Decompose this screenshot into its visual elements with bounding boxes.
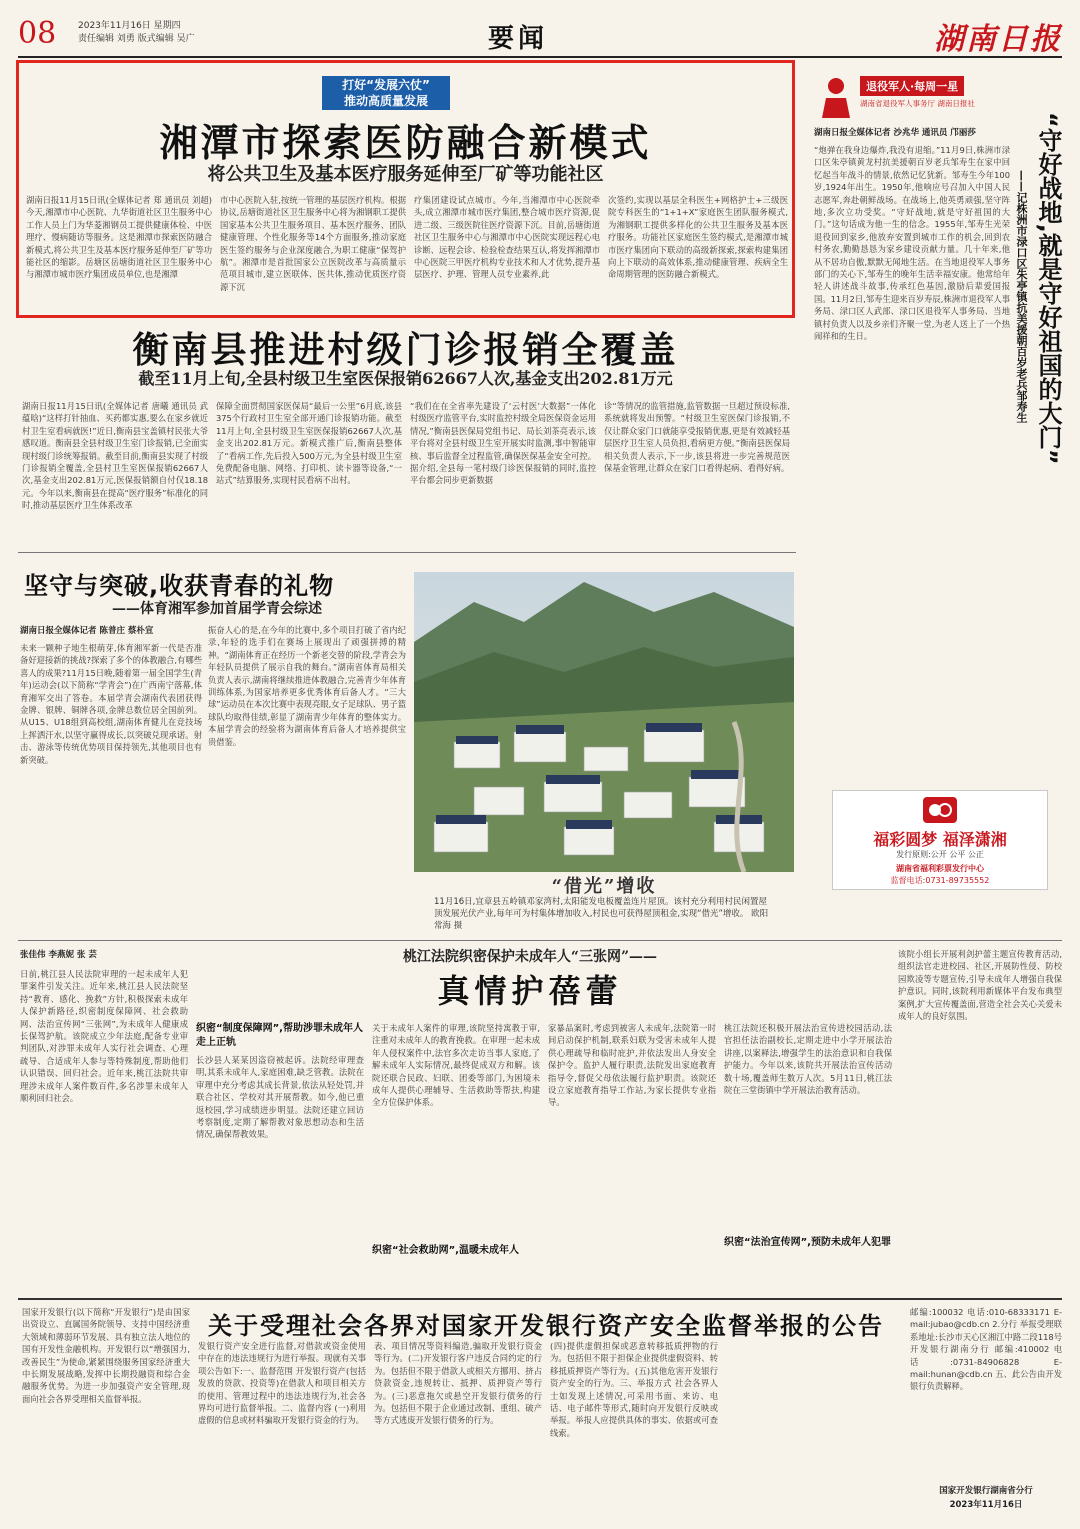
masthead bbox=[18, 14, 1062, 58]
article5-signature: 国家开发银行湖南省分行 bbox=[939, 1486, 1033, 1496]
article5-col2: 发银行资产安全进行监督,对借款或资金使用中存在的违法违规行为进行举报。现就有关事项公告如下:一、监督范围 开发银行资产(包括发放的贷款、投资等)在借款人和项目相关方的使用、管理过程中的违法违规行为,社会各界均可进行监督举报。二、监督内容 (一)利用虚假的信息或材料骗取开发银行资金的行为。 bbox=[198, 1341, 366, 1426]
article2-col3: “我们在在全省率先建设了‘云村医’大数据”一体化村级医疗监管平台,实时监控村级全局医保资金运用情况,”衡南县医保局党组书记、局长刘茶亮表示,该平台将对全县村级卫生室开展实时监测,事中智能审核、事后监督全过程监管,确保医保基金安全可控。据介绍,全县每一笔村级门诊医保报销的同时,监控平台都会同步更新数据 bbox=[410, 401, 596, 486]
editors: 责任编辑 刘勇 版式编辑 吴广 bbox=[78, 34, 195, 44]
article4-byline: 张佳伟 李燕妮 张 芸 bbox=[20, 950, 97, 960]
right-subtitle: ——记株洲市渌口区朱亭镇抗美援朝百岁老兵邹寿生 bbox=[1015, 170, 1028, 423]
lottery-logo-icon bbox=[923, 797, 957, 823]
divider bbox=[18, 552, 796, 553]
article4-col2: 长沙县人某某因盗窃被起诉。法院经审理查明,其系未成年人,家庭困难,缺乏管教。法院在审理中充分考虑其成长背景,依法从轻处罚,并联合社区、学校对其开展帮教。如今,他已重返校园,学习成绩进步明显。法院还建立回访考察制度,定期了解帮教对象思想动态和生活情况,确保帮教效果。 bbox=[196, 1055, 364, 1140]
photo-caption-text: 11月16日,宜章县五岭镇邓家湾村,太阳能发电板覆盖连片屋顶。该村充分利用村民闲置屋顶发展光伏产业,每年可为村集体增加收入,村民也可获得屋顶租金,实现“借光”增收。 bbox=[434, 897, 768, 919]
article2-col1: 湖南日报11月15日讯(全媒体记者 唐曦 通讯员 武蕴晗)“这样打针抽血、买药都实惠,要么在家乡就近村卫生室看病就医!”近日,衡南县宝盖镇村民张大爷感叹道。衡南县全县村级卫生室门诊报销,已全面实现村级门诊统筹报销。截至目前,衡南县实现了村级门诊报销全覆盖,全县村卫生室医保报销62667人次,基金支出202.81万元,医保报销额自付仅18.18元。今年以来,衡南县在提高“医疗服务”标准化的同时,推动基层医疗卫生体系改革 bbox=[22, 401, 208, 511]
article1-col3: 疗集团建设试点城市。今年,当湘潭市中心医院牵头,成立湘潭市城市医疗集团,整合城市医疗资源,促进二级、三级医院往医疗资源下沉。目前,岳塘街道社区卫生服务中心与湘潭市中心医院实现远程心电诊断、远程会诊、检验检查结果互认,将发挥湘潭市中心医院三甲医疗机构专业技术和人才优势,提升基层医疗、护理、管理人员专业素养,此 bbox=[414, 195, 600, 280]
issue-date: 2023年11月16日 星期四 bbox=[78, 21, 181, 31]
page-number: 08 bbox=[18, 16, 57, 51]
article4-col6: 该院小组长开展利剑护蕾主题宣传教育活动,组织法官走进校园、社区,开展防性侵、防校园欺凌等专题宣传,引导未成年人增强自我保护意识。同时,该院利用新媒体平台发布典型案例,扩大宣传覆盖面,营造全社会关心关爱未成年人的良好氛围。 bbox=[898, 949, 1062, 1022]
village-solar-photo bbox=[414, 572, 794, 892]
photo-credit: 欧阳常海 摄 bbox=[434, 909, 769, 931]
article5-headline: 关于受理社会各界对国家开发银行资产安全监督举报的公告 bbox=[208, 1312, 884, 1340]
divider bbox=[18, 940, 1062, 941]
newspaper-logo: 湖南日报 bbox=[934, 22, 1062, 57]
right-headline: “守好战地,就是守好祖国的大门” bbox=[1034, 112, 1062, 465]
photo-caption bbox=[434, 896, 774, 932]
article2-subtitle: 截至11月上旬,全县村级卫生室医保报销62667人次,基金支出202.81万元 bbox=[138, 369, 673, 388]
article1-kicker: 打好“发展六仗” 推动高质量发展 bbox=[322, 76, 450, 110]
article2-col4: 诊“等情况的监管措施,监管数据一旦超过预设标准,系统就将发出预警。“村级卫生室医保门诊报销,不仅让群众家门口就能享受报销优惠,更是有效减轻基层医疗卫生室人员负担,看病更方便。”衡南县医保局相关负责人表示,下一步,该县将进一步完善规范医保基金管理,让群众在家门口看得起病、看得好病。 bbox=[604, 401, 790, 474]
photo-caption-title: “借光”增收 bbox=[551, 876, 657, 897]
article3-byline: 湖南日报全媒体记者 陈普庄 蔡朴宣 bbox=[20, 626, 154, 636]
article4-headline: 真情护蓓蕾 bbox=[437, 972, 623, 1010]
article3-headline: 坚守与突破,收获青春的礼物 bbox=[24, 572, 335, 600]
article3-col2: 振奋人心的是,在今年的比赛中,多个项目打破了省内纪录,年轻的选手们在赛场上展现出了顽强拼搏的精神。“湖南体育正在经历一个新老交替的阶段,学青会为年轻队员提供了展示自我的舞台。”湖南省体育局相关负责人表示,湖南将继续推进体教融合,完善青少年体育训练体系,为国家培养更多优秀体育后备人才。“三大球”运动员在本次比赛中表现亮眼,女子足球队、男子篮球队均取得佳绩,彰显了湖南青少年体育的整体实力。本届学青会的经验将为湖南体育后备人才培养提供宝贵借鉴。 bbox=[208, 625, 406, 747]
article1-col4: 次签约,实现以基层全科医生+网格护士+三级医院专科医生的“1+1+X”家庭医生团队服务模式,为湘钢职工提供多样化的公共卫生服务及基本医疗服务。功能社区家庭医生签约模式,是湘潭市城市医疗集团向下联动的高级新探索,探索构建集团向上下联动的高效体系,推动健康管理、疾病全生命周期管理的医防融合新模式。 bbox=[608, 195, 788, 280]
photo-illustration bbox=[414, 572, 794, 872]
article4-col3: 关于未成年人案件的审理,该院坚持寓教于审,注重对未成年人的教育挽救。在审理一起未成年人侵权案件中,法官多次走访当事人家庭,了解未成年人实际情况,最终促成双方和解。该院还联合民政、妇联、团委等部门,为困境未成年人提供心理辅导、生活救助等帮扶,构建全方位保护体系。 bbox=[372, 1023, 540, 1108]
article1-col2: 市中心医院入驻,按统一管理的基层医疗机构。根据协议,岳塘街道社区卫生服务中心将为湘钢职工提供国家基本公共卫生服务项目、基本医疗服务、团队健康管理、个性化服务等14个方面服务,推动家庭医生签约服务与企业深度融合,为职工健康“保驾护航”。湘潭市是首批国家公立医院改革与高质量示范项目城市,建立医联体、医共体,推动优质医疗资源下沉 bbox=[220, 195, 406, 292]
right-byline: 湖南日报全媒体记者 沙兆华 通讯员 邝丽莎 bbox=[814, 128, 976, 138]
article3-subtitle: ——体育湘军参加首届学青会综述 bbox=[112, 601, 322, 617]
article1-col1: 湖南日报11月15日讯(全媒体记者 郑 通讯员 刘超)今天,湘潭市中心医院、九华街道社区卫生服务中心工作人员上门为华菱湘钢员工提供健康体检、中医理疗、慢病随访等服务。这是湘潭市探索医防融合新模式,将公共卫生及基本医疗服务延伸至厂矿等功能社区的缩影。岳塘区岳塘街道社区卫生服务中心与湘潭市城市医疗集团成员单位,也是湘潭 bbox=[26, 195, 212, 280]
ad-phone: 监督电话:0731-89735552 bbox=[890, 876, 990, 885]
ad-slogan: 发行原则:公开 公平 公正 bbox=[896, 850, 984, 859]
badge-sub: 湖南省退役军人事务厅 湖南日报社 bbox=[860, 99, 975, 108]
soldier-icon bbox=[816, 74, 856, 118]
article5-col4: (四)提供虚假担保或恶意转移抵质押物的行为。包括但不限于担保企业提供虚假资料、转移抵质押资产等行为。(五)其他危害开发银行资产安全的行为。三、举报方式 社会各界人士如发现上述情况,可采用书面、来访、电话、电子邮件等形式,随时向开发银行反映或举报。举报人应提供具体的事实、依据或可查线索。 bbox=[550, 1341, 718, 1438]
article5-col1: 国家开发银行(以下简称“开发银行”)是由国家出资设立、直属国务院领导、支持中国经济重大领域和薄弱环节发展、具有独立法人地位的国有开发性金融机构。开发银行以“增强国力,改善民生”为使命,紧紧围绕服务国家经济重大中长期发展战略,发挥中长期投融资和综合金融服务优势。为进一步加强资产安全管理,现面向社会各界受理相关监督举报。 bbox=[22, 1307, 190, 1404]
article4-col4: 家暴品案时,考虑到被害人未成年,法院第一时间启动保护机制,联系妇联为受害未成年人提供心理疏导和临时庇护,并依法发出人身安全保护令。监护人履行职责,法院发出家庭教育指导令,督促父母依法履行监护职责。该院还设立家庭教育指导工作站,为家长提供专业指导。 bbox=[548, 1023, 716, 1108]
section-title: 要闻 bbox=[488, 24, 549, 54]
lottery-ad bbox=[832, 790, 1048, 890]
article4-subhead3: 织密“法治宣传网”,预防未成年人犯罪 bbox=[724, 1237, 891, 1248]
date-editors bbox=[78, 20, 228, 46]
article4-subhead1: 织密“制度保障网”,帮助涉罪未成年人走上正轨 bbox=[196, 1023, 363, 1048]
ad-org: 湖南省福利彩票发行中心 bbox=[896, 864, 984, 873]
right-body: “炮弹在我身边爆炸,我没有退缩。”11月9日,株洲市渌口区朱亭镇黄龙村抗美援朝百岁老兵邹寿生在家中回忆起当年战斗的情景,依然记忆犹新。邹寿生今年100岁,1924年出生。1950年,他响应号召加入中国人民志愿军,奔赴朝鲜战场。在战场上,他英勇顽强,坚守阵地,多次立功受奖。“守好战地,就是守好祖国的大门。”这句话成为他一生的信念。1955年,邹寿生光荣退役回到家乡,他放弃安置到城市工作的机会,回到农村务农,勤勤恳恳为家乡建设贡献力量。几十年来,他从不居功自傲,默默无闻地生活。在当地退役军人事务部门的关心下,邹寿生的晚年生活幸福安康。他常给年轻人讲述战斗故事,传承红色基因,激励后辈爱国报国。11月2日,邹寿生迎来百岁寿辰,株洲市退役军人事务局、渌口区人武部、渌口区退役军人事务局、当地镇村负责人以及乡亲们齐聚一堂,为老人送上了一个热闹祥和的生日。 bbox=[814, 145, 1010, 342]
article4-subhead2: 织密“社会救助网”,温暖未成年人 bbox=[372, 1245, 519, 1256]
article4-kicker: 桃江法院织密保护未成年人“三张网”—— bbox=[402, 949, 658, 965]
ad-brand: 福彩圆梦 福泽潇湘 bbox=[873, 830, 1007, 849]
badge-title: 退役军人·每周一星 bbox=[860, 76, 964, 96]
article1-subtitle: 将公共卫生及基本医疗服务延伸至厂矿等功能社区 bbox=[207, 164, 604, 185]
article1-headline: 湘潭市探索医防融合新模式 bbox=[159, 121, 652, 165]
article4-col5: 桃江法院还积极开展法治宣传进校园活动,法官担任法治副校长,定期走进中小学开展法治讲座,以案释法,增强学生的法治意识和自我保护能力。今年以来,该院共开展法治宣传活动数十场,覆盖师生数万人次。5月11日,桃江法院在三堂街镇中学开展法治教育活动。 bbox=[724, 1023, 892, 1096]
article2-col2: 保障全面贯彻国家医保局“最后一公里”6月底,该县375个行政村卫生室全部开通门诊报销功能。截至11月上旬,全县村级卫生室医保报销62667人次,基金支出202.81万元。新模式推广后,衡南县整体了“看病工作,先后投入500万元,为全县村级卫生室免费配备电脑、网络、打印机、读卡器等设备,“一站式”结算服务,实现村民看病不出村。 bbox=[216, 401, 402, 486]
article5-col3: 表、项目情况等资料编造,骗取开发银行资金等行为。(二)开发银行客户违反合同约定的行为。包括但不限于借款人或相关方挪用、挤占贷款资金,违规转让、抵押、质押资产等行为。(三)恶意拖欠或悬空开发银行债务的行为。包括但不限于企业通过改制、重组、破产等方式逃废开发银行债务的行为。 bbox=[374, 1341, 542, 1426]
article5-signature-date: 2023年11月16日 bbox=[949, 1500, 1023, 1510]
article2-headline: 衡南县推进村级门诊报销全覆盖 bbox=[132, 330, 679, 371]
article4-col1: 日前,桃江县人民法院审理的一起未成年人犯罪案件引发关注。近年来,桃江县人民法院坚持“教育、感化、挽救”方针,积极探索未成年人保护新路径,织密制度保障网、社会救助网、法治宣传网“三张网”,为未成年人健康成长保驾护航。该院成立少年法庭,配备专业审判团队,对涉罪未成年人实行社会调查、心理疏导、合适成年人参与等特殊制度,帮助他们认识错误、回归社会。近年来,桃江法院共审理涉未成年人案件数百件,多名涉罪未成年人顺利回归社会。 bbox=[20, 969, 188, 1104]
article5-col5: 邮编:100032 电话:010-68333171 E-mail:jubao@cdb.cn 2.分行 举报受理联系地址:长沙市天心区湘江中路二段118号开发银行湖南分行 邮编:410002 电话:0731-84906828 E-mail:hunan@cdb.cn 五、此公告由开发银行负责解释。 bbox=[910, 1307, 1062, 1392]
divider bbox=[18, 1298, 1062, 1300]
article3-col1: 未来一颗种子地生根萌芽,体育湘军新一代是否准备好迎接新的挑战?探索了多个的体教融合,有哪些喜人的成果?11月15日晚,随着第一届全国学生(青年)运动会(以下简称“学青会”)在广西南宁落幕,体育湘军交出了答卷。本届学青会湖南代表团获得金牌、银牌、铜牌各项,金牌总数位居全国前列。从U15、U18组到高校组,湖南体育健儿在竞技场上挥洒汗水,以坚守赢得成长,以突破兑现承诺。射击、游泳等传统优势项目保持领先,其他项目也有新突破。 bbox=[20, 643, 202, 765]
